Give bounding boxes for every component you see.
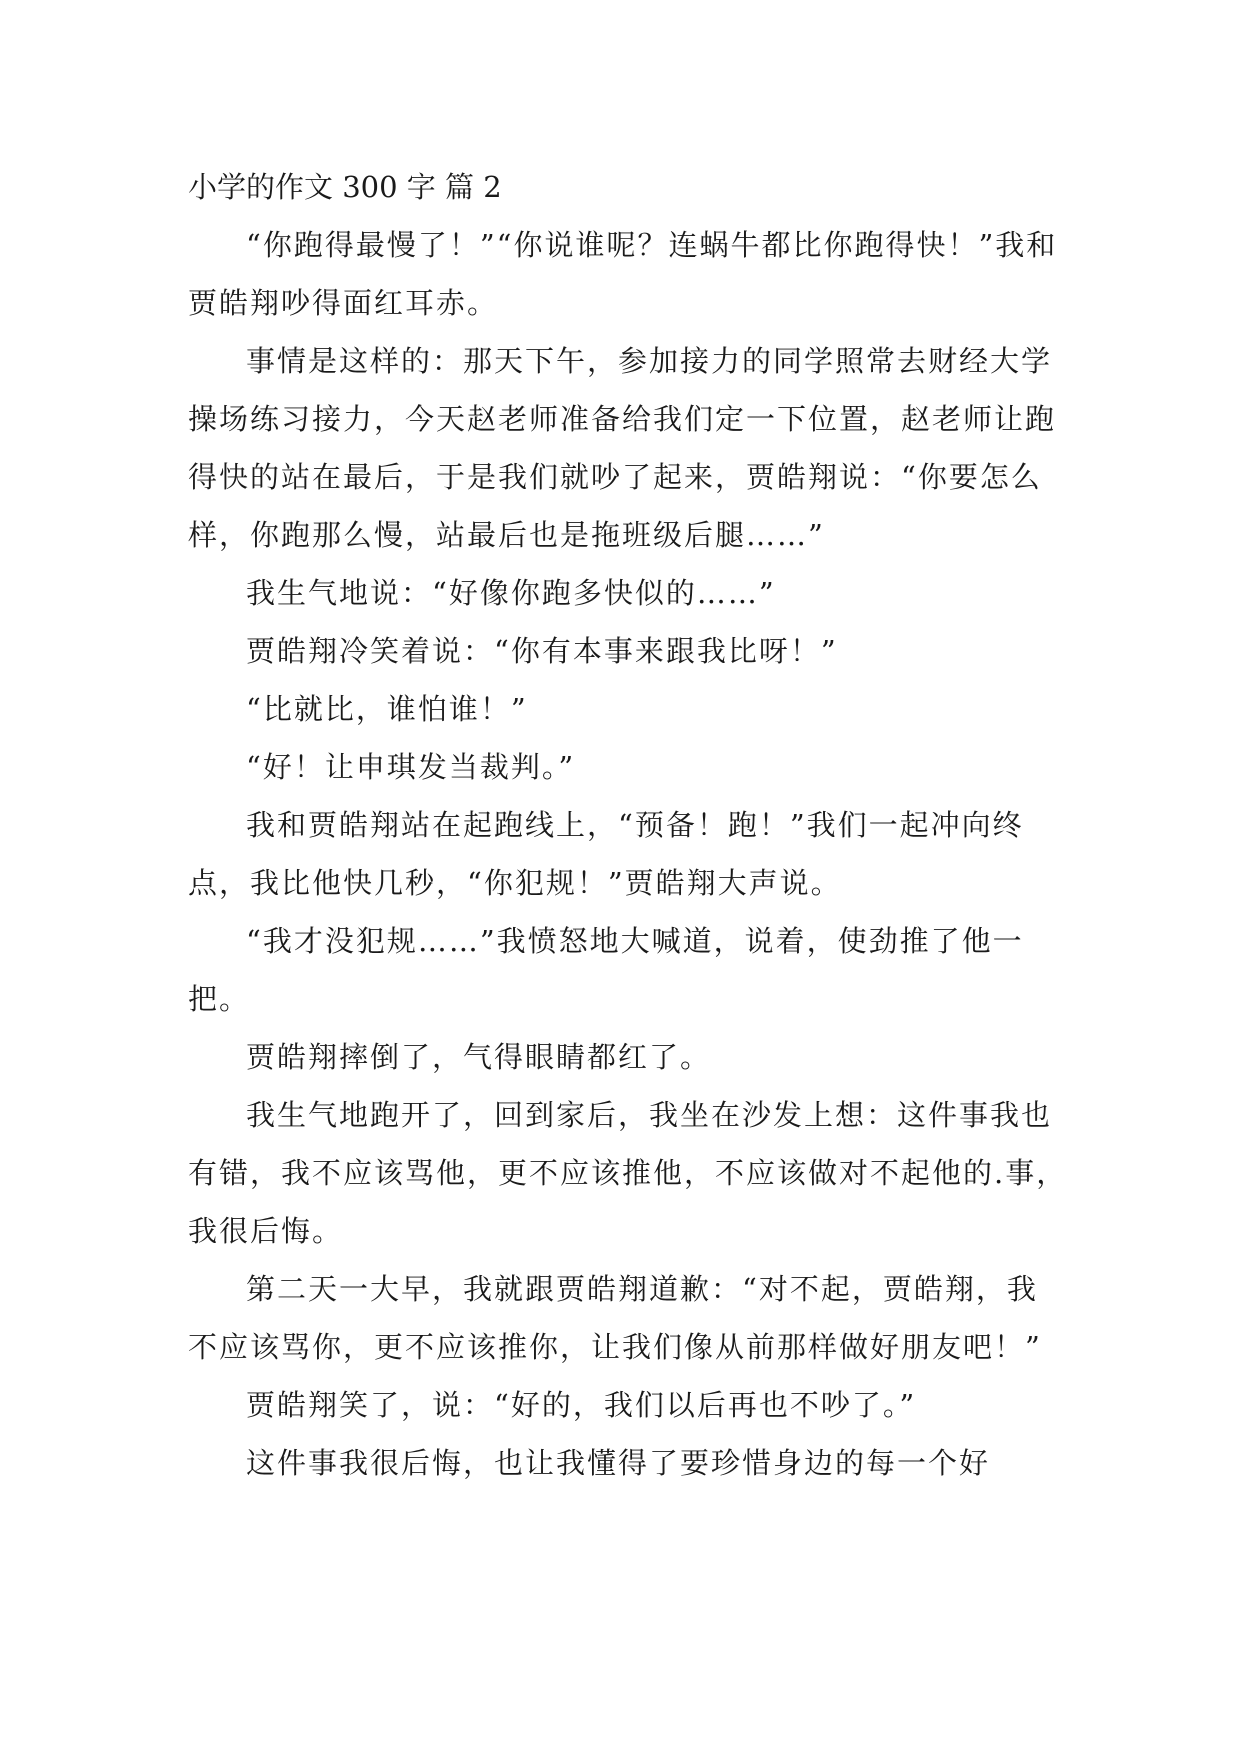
- paragraph: “我才没犯规……”我愤怒地大喊道，说着，使劲推了他一把。: [188, 924, 1024, 1016]
- paragraph: 贾皓翔笑了，说：“好的，我们以后再也不吵了。”: [246, 1388, 917, 1422]
- document-page: [188, 158, 1068, 1492]
- paragraph: “好！让申琪发当裁判。”: [246, 750, 576, 784]
- paragraph: 贾皓翔冷笑着说：“你有本事来跟我比呀！”: [246, 634, 838, 668]
- paragraph: “你跑得最慢了！”“你说谁呢？连蜗牛都比你跑得快！”我和贾皓翔吵得面红耳赤。: [188, 228, 1058, 320]
- paragraph: 我和贾皓翔站在起跑线上，“预备！跑！”我们一起冲向终点，我比他快几秒，“你犯规！”贾皓翔大声说。: [188, 808, 1024, 900]
- paragraph: 我生气地跑开了，回到家后，我坐在沙发上想：这件事我也有错，我不应该骂他，更不应该推他，不应该做对不起他的.事，我很后悔。: [188, 1098, 1068, 1248]
- paragraph: 这件事我很后悔，也让我懂得了要珍惜身边的每一个好: [246, 1446, 991, 1480]
- document-title: 小学的作文 300 字 篇 2: [188, 170, 502, 204]
- paragraph: 第二天一大早，我就跟贾皓翔道歉：“对不起，贾皓翔，我不应该骂你，更不应该推你，让我们像从前那样做好朋友吧！”: [188, 1272, 1042, 1364]
- paragraph: 我生气地说：“好像你跑多快似的……”: [246, 576, 776, 610]
- paragraph: 事情是这样的：那天下午，参加接力的同学照常去财经大学操场练习接力，今天赵老师准备给我们定一下位置，赵老师让跑得快的站在最后，于是我们就吵了起来，贾皓翔说：“你要怎么样，你跑那么慢，站最后也是拖班级后腿……”: [188, 344, 1057, 552]
- paragraph: “比就比，谁怕谁！”: [246, 692, 528, 726]
- paragraph: 贾皓翔摔倒了，气得眼睛都红了。: [246, 1040, 712, 1074]
